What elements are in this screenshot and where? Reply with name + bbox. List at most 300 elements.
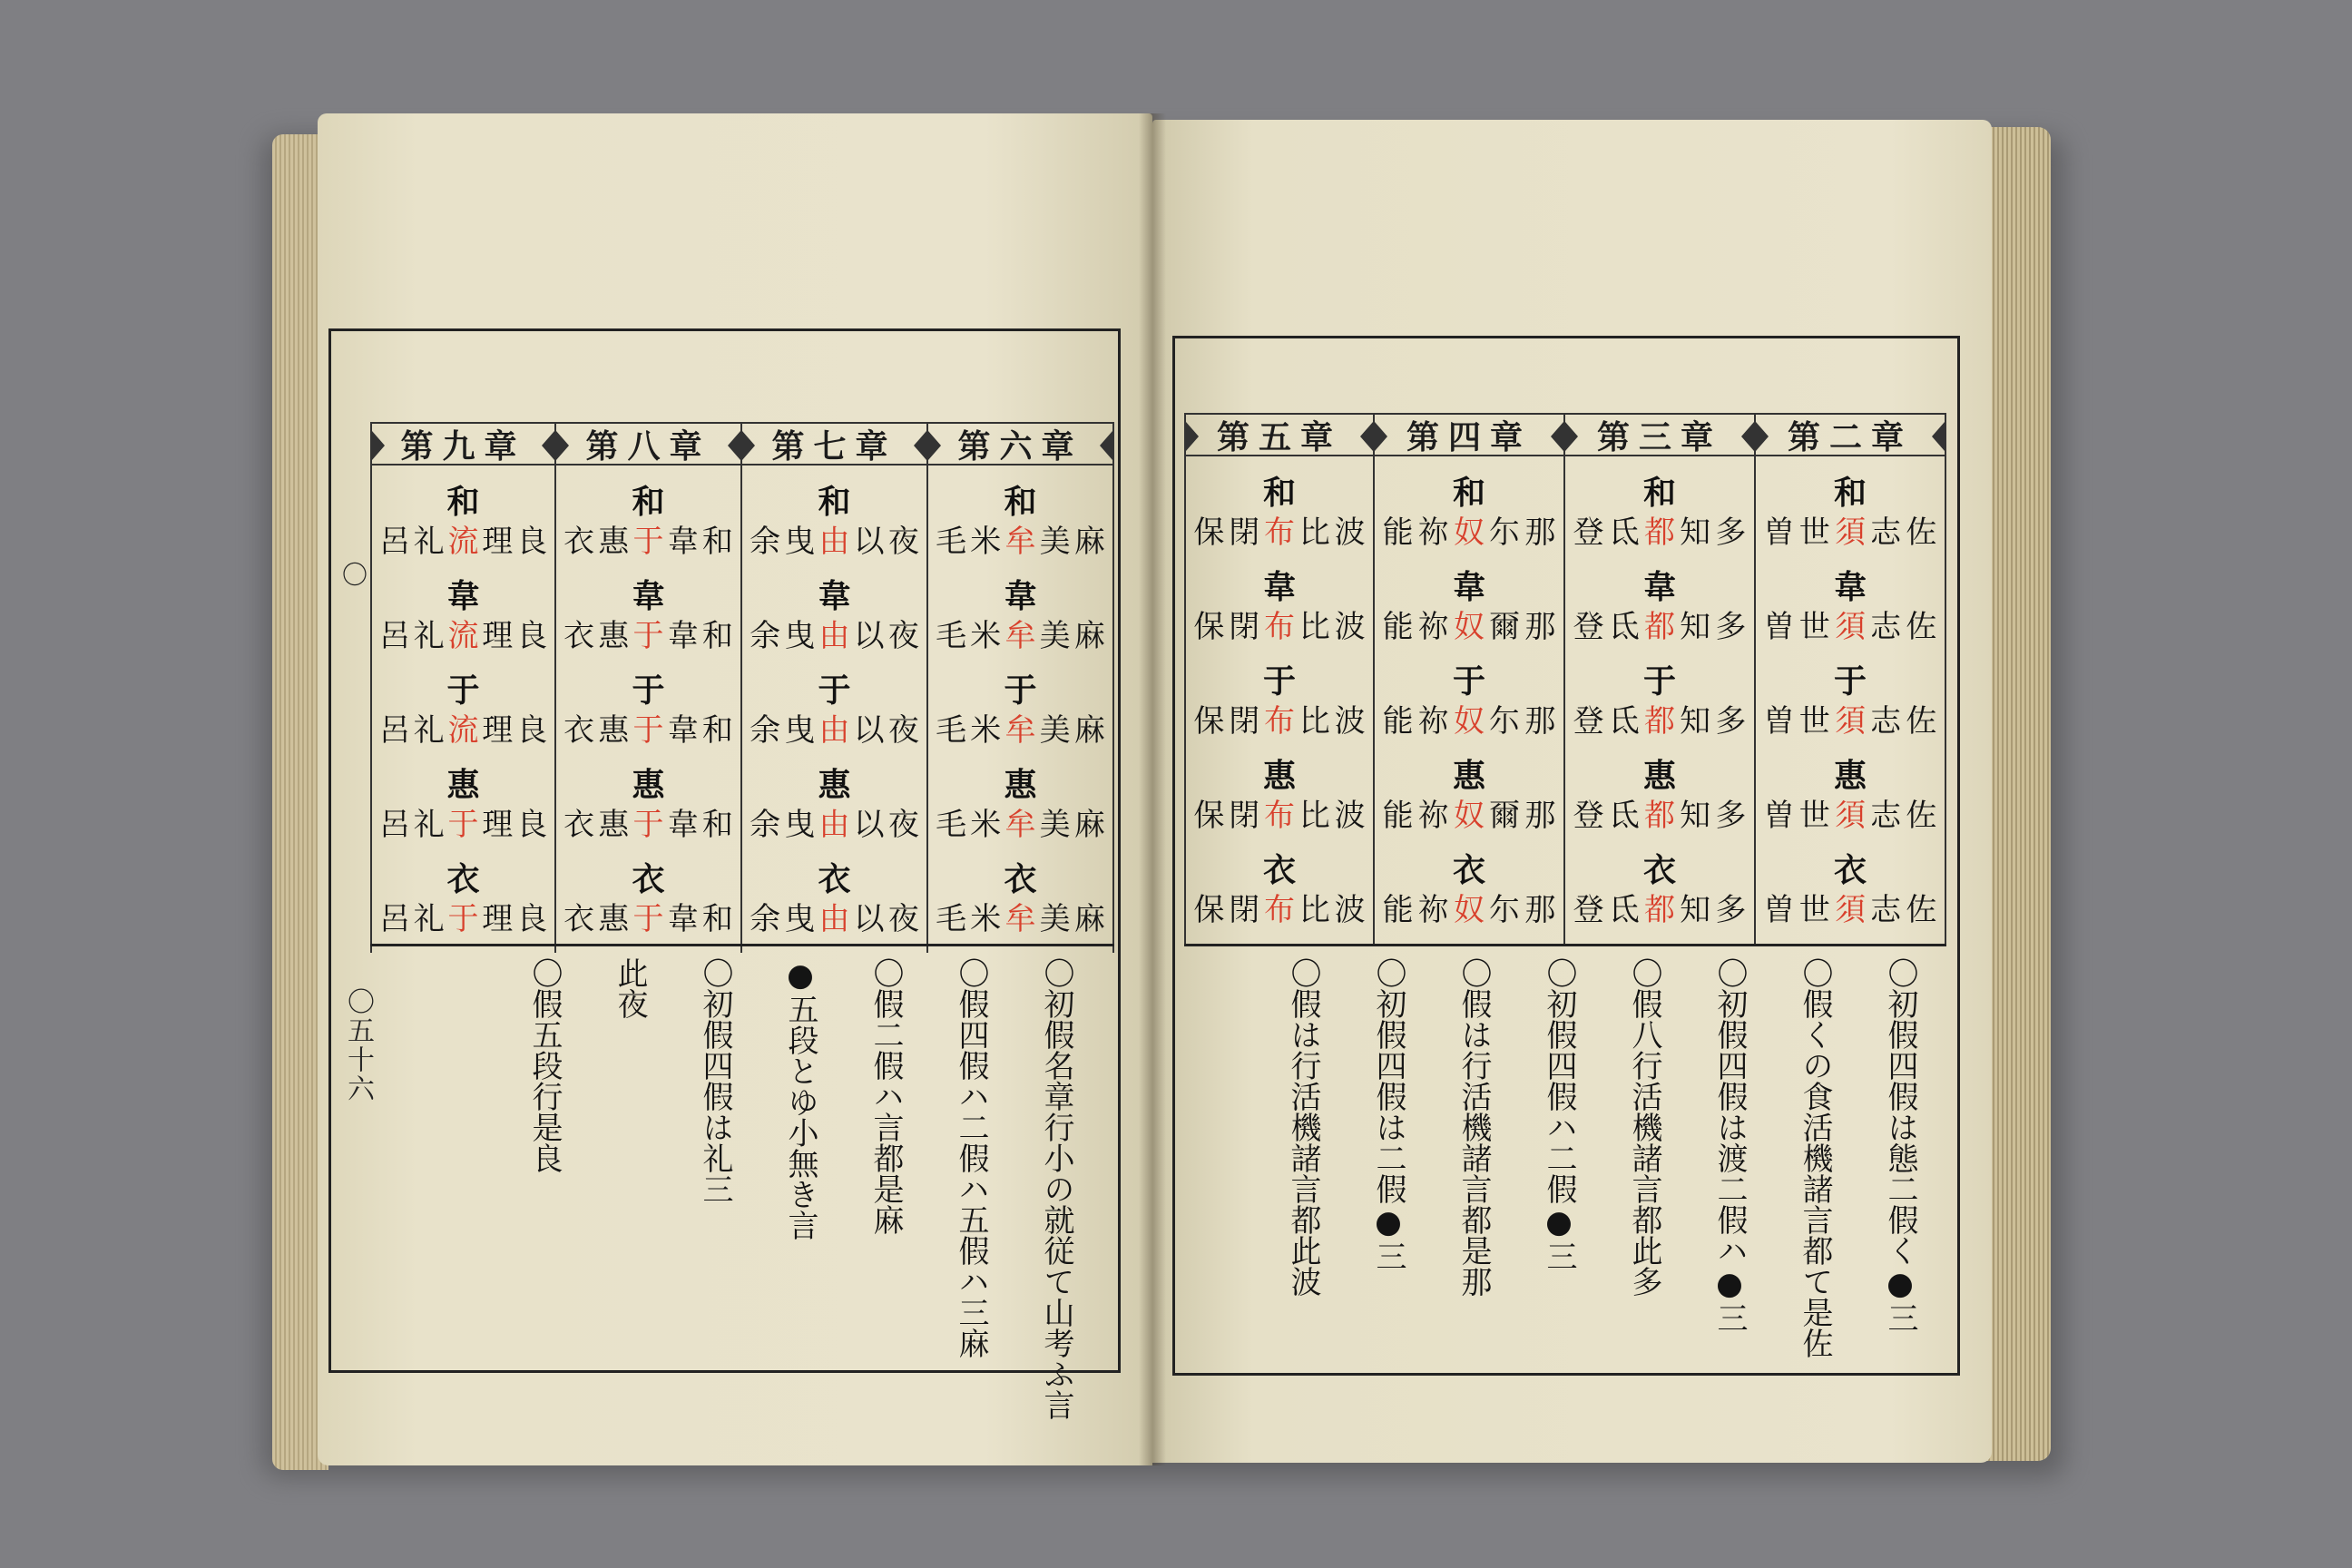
note-text: ● — [1882, 1266, 1918, 1302]
kana-char: 曳 — [784, 618, 816, 654]
stage-label: 衣 — [818, 860, 851, 898]
kana-char: 祢 — [1417, 609, 1449, 645]
note-text: 諸 — [1455, 1142, 1492, 1173]
kana-char: 比 — [1298, 514, 1330, 551]
kana-char: 閉 — [1229, 609, 1260, 645]
kana-row — [748, 799, 921, 844]
kana-row — [934, 799, 1107, 844]
kana-char: 夜 — [887, 901, 919, 937]
note-text: 〇初 — [1882, 957, 1918, 1019]
kana-char: 比 — [1298, 703, 1330, 740]
kana-char: 那 — [1524, 703, 1556, 740]
kana-row — [1761, 602, 1939, 646]
kana-char: 祢 — [1417, 514, 1449, 551]
note-text: 都 — [1797, 1235, 1833, 1266]
kana-char: 知 — [1680, 609, 1711, 645]
kana-row — [1761, 885, 1939, 929]
note-text: 機 — [1626, 1112, 1662, 1142]
kana-char: 能 — [1382, 892, 1414, 928]
kana-char: 麻 — [1073, 524, 1105, 560]
stage-label: 衣 — [1004, 860, 1037, 898]
kana-row — [377, 516, 549, 561]
kana-char: 能 — [1382, 609, 1414, 645]
note-text: ● — [1711, 1266, 1748, 1302]
stage-group — [1761, 845, 1939, 940]
kana-char: 那 — [1524, 514, 1556, 551]
note-text: 〇初 — [1038, 957, 1074, 1019]
note-text: は — [1285, 1019, 1321, 1050]
kana-char: 都 — [1643, 609, 1675, 645]
note-text: 〇初 — [1541, 957, 1577, 1019]
stage-group — [377, 476, 549, 572]
kana-char: 良 — [516, 807, 548, 843]
kana-char: 美 — [1039, 618, 1071, 654]
left-table-bottom-rule — [370, 944, 1114, 946]
stage-label: 衣 — [1642, 851, 1676, 889]
chapter-heading: 第九章 — [372, 422, 554, 466]
note-text: 〇假 — [867, 957, 904, 1019]
kana-char: 世 — [1798, 703, 1830, 740]
note-text: 活 — [1626, 1081, 1662, 1112]
stage-label: 韋 — [1452, 568, 1485, 606]
kana-char: 和 — [701, 524, 733, 560]
kana-char: 那 — [1524, 798, 1556, 834]
stage-label: 衣 — [1833, 851, 1867, 889]
stage-label: 和 — [1833, 474, 1867, 512]
kana-char: 須 — [1834, 798, 1866, 834]
kana-char: 氐 — [1608, 609, 1640, 645]
kana-char: 那 — [1524, 609, 1556, 645]
note-column — [844, 957, 927, 1357]
note-text: 三 — [1711, 1302, 1748, 1333]
kana-char: 毛 — [936, 901, 967, 937]
chapter-heading: 第三章 — [1565, 413, 1754, 456]
kana-char: 志 — [1870, 703, 1902, 740]
kana-row — [934, 705, 1107, 750]
note-text: 假 — [697, 1019, 733, 1050]
kana-row — [748, 894, 921, 938]
kana-char: 余 — [750, 901, 781, 937]
kana-char: 牟 — [1004, 901, 1036, 937]
kana-char: 牟 — [1004, 524, 1036, 560]
kana-char: 曳 — [784, 524, 816, 560]
kana-char: 佐 — [1906, 514, 1937, 551]
stage-label: 惠 — [1452, 757, 1485, 795]
kana-char: 布 — [1263, 798, 1295, 834]
kana-char: 氐 — [1608, 703, 1640, 740]
note-text: 四假 — [697, 1050, 733, 1112]
note-text: 活 — [1285, 1081, 1321, 1112]
kana-char: 理 — [482, 807, 514, 843]
kana-char: 米 — [970, 901, 1002, 937]
kana-row — [748, 705, 921, 750]
stage-group — [1761, 750, 1939, 846]
note-text: 渡 — [1711, 1142, 1748, 1173]
stage-group — [377, 665, 549, 760]
kana-char: 布 — [1263, 514, 1295, 551]
kana-char: 于 — [447, 901, 479, 937]
kana-row — [1571, 790, 1749, 835]
note-text: 言 — [1285, 1173, 1321, 1204]
kana-char: 閉 — [1229, 892, 1260, 928]
note-text: 假ハ — [953, 1142, 989, 1204]
kana-char: 牟 — [1004, 618, 1036, 654]
chapter-column — [928, 422, 1114, 953]
note-text: 三 — [697, 1173, 733, 1204]
note-text: 三 — [1370, 1240, 1406, 1271]
note-text: 行 — [1455, 1050, 1492, 1081]
stage-group — [1380, 562, 1558, 657]
kana-char: 登 — [1573, 892, 1604, 928]
kana-row — [934, 611, 1107, 655]
stage-group — [748, 665, 921, 760]
kana-row — [377, 611, 549, 655]
note-text: 假 — [1882, 1019, 1918, 1050]
page-circle-mark: 〇 — [342, 560, 368, 590]
stage-group — [1191, 467, 1367, 563]
kana-char: 呂 — [378, 524, 410, 560]
note-text: くの — [1797, 1019, 1833, 1081]
kana-char: 韋 — [667, 618, 699, 654]
note-column — [929, 957, 1013, 1357]
stage-label: 韋 — [632, 577, 665, 615]
kana-char: 都 — [1643, 892, 1675, 928]
kana-row — [1571, 602, 1749, 646]
kana-char: 波 — [1334, 609, 1366, 645]
kana-row — [934, 516, 1107, 561]
stage-group — [748, 476, 921, 572]
note-text: 段 — [526, 1050, 563, 1081]
kana-char: 氐 — [1608, 798, 1640, 834]
kana-char: 夜 — [887, 807, 919, 843]
stage-label: 惠 — [446, 766, 480, 804]
kana-char: 須 — [1834, 892, 1866, 928]
stage-label: 和 — [1004, 483, 1037, 521]
kana-char: 流 — [447, 524, 479, 560]
note-text: 機 — [1455, 1112, 1492, 1142]
stage-label: 韋 — [446, 577, 480, 615]
kana-row — [1191, 885, 1367, 929]
stage-label: 韋 — [1642, 568, 1676, 606]
note-column — [1014, 957, 1098, 1420]
kana-char: 理 — [482, 901, 514, 937]
chapter-column — [556, 422, 742, 953]
note-text: 活 — [1797, 1112, 1833, 1142]
note-text: 都 — [1285, 1204, 1321, 1235]
left-chapter-table — [370, 422, 1114, 953]
kana-char: 多 — [1715, 703, 1747, 740]
note-text: 行 — [1285, 1050, 1321, 1081]
kana-char: 登 — [1573, 798, 1604, 834]
kana-char: 多 — [1715, 514, 1747, 551]
kana-char: 比 — [1298, 609, 1330, 645]
chapter-heading: 第八章 — [556, 422, 740, 466]
kana-row — [1191, 696, 1367, 740]
chapter-heading: 第六章 — [928, 422, 1112, 466]
kana-row — [562, 611, 735, 655]
kana-char: 曳 — [784, 807, 816, 843]
kana-char: 登 — [1573, 514, 1604, 551]
kana-char: 呂 — [378, 712, 410, 749]
note-text: 二 — [1541, 1142, 1577, 1173]
note-text: 假 — [1711, 1019, 1748, 1050]
stage-group — [1380, 656, 1558, 751]
kana-char: 須 — [1834, 514, 1866, 551]
kana-char: 呂 — [378, 618, 410, 654]
note-text: ハ — [1541, 1112, 1577, 1142]
kana-char: 知 — [1680, 798, 1711, 834]
note-text: 都 — [867, 1142, 904, 1173]
kana-char: 理 — [482, 618, 514, 654]
kana-char: 比 — [1298, 892, 1330, 928]
note-column — [1858, 957, 1942, 1357]
note-column — [759, 957, 842, 1357]
stage-group — [1380, 467, 1558, 563]
kana-row — [377, 894, 549, 938]
chapter-heading: 第二章 — [1756, 413, 1945, 456]
kana-row — [1761, 507, 1939, 552]
kana-char: 麻 — [1073, 712, 1105, 749]
note-text: 假 — [1541, 1081, 1577, 1112]
left-notes-block — [381, 957, 1098, 1420]
kana-char: 麻 — [1073, 807, 1105, 843]
chapter-heading: 第七章 — [742, 422, 926, 466]
stage-label: 惠 — [1262, 757, 1296, 795]
stage-label: 于 — [818, 671, 851, 710]
note-text: 八 — [1626, 1019, 1662, 1050]
kana-char: 和 — [701, 901, 733, 937]
kana-char: 世 — [1798, 798, 1830, 834]
stage-group — [377, 854, 549, 949]
stage-label: 惠 — [1642, 757, 1676, 795]
kana-char: 曽 — [1763, 798, 1795, 834]
note-text: て山 — [1038, 1266, 1074, 1328]
note-text: 〇假 — [1455, 957, 1492, 1019]
kana-char: 祢 — [1417, 798, 1449, 834]
stage-label: 和 — [446, 483, 480, 521]
kana-char: 韋 — [667, 524, 699, 560]
stage-group — [748, 854, 921, 949]
kana-char: 能 — [1382, 798, 1414, 834]
kana-char: 理 — [482, 524, 514, 560]
stage-group — [1191, 750, 1367, 846]
chapter-column — [1375, 413, 1565, 944]
kana-char: 于 — [632, 712, 664, 749]
kana-char: 韋 — [667, 807, 699, 843]
kana-char: 比 — [1298, 798, 1330, 834]
note-text: 諸 — [1285, 1142, 1321, 1173]
note-column — [1432, 957, 1515, 1357]
note-text: 考ふ — [1038, 1328, 1074, 1389]
note-text: て — [1797, 1266, 1833, 1297]
note-text: 五假 — [953, 1204, 989, 1266]
stage-label: 和 — [1452, 474, 1485, 512]
kana-char: 以 — [853, 524, 885, 560]
kana-char: 須 — [1834, 609, 1866, 645]
note-text: 是良 — [526, 1112, 563, 1173]
note-text: き言 — [782, 1179, 818, 1240]
kana-char: 布 — [1263, 609, 1295, 645]
kana-char: 奴 — [1453, 514, 1485, 551]
kana-row — [377, 799, 549, 844]
note-text: 〇假 — [1626, 957, 1662, 1019]
kana-char: 志 — [1870, 892, 1902, 928]
note-text: 諸 — [1626, 1142, 1662, 1173]
kana-char: 良 — [516, 712, 548, 749]
kana-char: 米 — [970, 807, 1002, 843]
note-text: 就従 — [1038, 1204, 1074, 1266]
stage-group — [562, 854, 735, 949]
kana-char: 登 — [1573, 703, 1604, 740]
stage-label: 于 — [1452, 662, 1485, 701]
kana-char: 保 — [1193, 703, 1225, 740]
chapter-column — [1756, 413, 1946, 944]
note-text: 言 — [867, 1112, 904, 1142]
kana-char: 于 — [632, 524, 664, 560]
note-text: 〇初 — [1711, 957, 1748, 1019]
stage-group — [562, 760, 735, 855]
note-text: は — [697, 1112, 733, 1142]
kana-row — [1380, 602, 1558, 646]
kana-char: 都 — [1643, 703, 1675, 740]
stage-group — [934, 571, 1107, 666]
stage-group — [1571, 467, 1749, 563]
kana-char: 世 — [1798, 609, 1830, 645]
chapter-heading: 第四章 — [1375, 413, 1563, 456]
kana-char: 余 — [750, 712, 781, 749]
note-text: ハ — [1711, 1235, 1748, 1266]
note-text: 食 — [1797, 1081, 1833, 1112]
chapter-column — [1184, 413, 1375, 944]
note-text: 段と — [782, 1024, 818, 1086]
stage-label: 衣 — [632, 860, 665, 898]
kana-char: 波 — [1334, 514, 1366, 551]
kana-char: 良 — [516, 524, 548, 560]
kana-char: 以 — [853, 901, 885, 937]
kana-char: 惠 — [598, 618, 630, 654]
note-column — [1347, 957, 1430, 1357]
note-text: 四 — [1541, 1050, 1577, 1081]
note-text: は — [1455, 1019, 1492, 1050]
note-text: ハ — [867, 1081, 904, 1112]
note-text: 假名 — [1038, 1019, 1074, 1081]
book-gutter — [1139, 113, 1166, 1465]
note-text: ● — [1370, 1204, 1406, 1240]
note-text: 是佐 — [1797, 1297, 1833, 1358]
note-text: 四假 — [1711, 1050, 1748, 1112]
kana-char: 布 — [1263, 703, 1295, 740]
kana-char: 多 — [1715, 609, 1747, 645]
kana-char: 祢 — [1417, 892, 1449, 928]
kana-char: 都 — [1643, 514, 1675, 551]
note-text: 〇假 — [1285, 957, 1321, 1019]
kana-char: 能 — [1382, 514, 1414, 551]
note-text: 行 — [526, 1081, 563, 1112]
note-text: 態 — [1882, 1142, 1918, 1173]
kana-char: 惠 — [598, 712, 630, 749]
kana-row — [1571, 885, 1749, 929]
kana-row — [748, 516, 921, 561]
kana-char: 爾 — [1489, 798, 1521, 834]
note-text: 行 — [1626, 1050, 1662, 1081]
kana-row — [1380, 696, 1558, 740]
stage-label: 韋 — [1004, 577, 1037, 615]
stage-group — [1761, 562, 1939, 657]
kana-char: 閉 — [1229, 514, 1260, 551]
kana-row — [1191, 507, 1367, 552]
kana-row — [1761, 790, 1939, 835]
kana-char: 保 — [1193, 798, 1225, 834]
kana-char: 保 — [1193, 892, 1225, 928]
stage-label: 于 — [1833, 662, 1867, 701]
kana-char: 美 — [1039, 524, 1071, 560]
kana-char: 呂 — [378, 901, 410, 937]
note-text: 礼 — [697, 1142, 733, 1173]
note-text: 言 — [1038, 1389, 1074, 1420]
note-text: 四假 — [953, 1019, 989, 1081]
kana-char: 登 — [1573, 609, 1604, 645]
stage-group — [1380, 750, 1558, 846]
kana-char: 夜 — [887, 524, 919, 560]
stage-group — [1380, 845, 1558, 940]
stage-group — [934, 854, 1107, 949]
note-column — [673, 957, 757, 1357]
stage-label: 惠 — [818, 766, 851, 804]
note-text: 三 — [1882, 1302, 1918, 1333]
note-text: 活 — [1455, 1081, 1492, 1112]
note-text: 此多 — [1626, 1235, 1662, 1297]
right-notes-block — [1189, 957, 1942, 1357]
stage-group — [1191, 845, 1367, 940]
note-text: は — [1882, 1112, 1918, 1142]
right-page-edges — [1985, 127, 2051, 1461]
note-column — [1773, 957, 1857, 1357]
chapter-heading: 第五章 — [1186, 413, 1373, 456]
stage-label: 和 — [818, 483, 851, 521]
kana-char: 志 — [1870, 609, 1902, 645]
kana-row — [934, 894, 1107, 938]
kana-char: 以 — [853, 618, 885, 654]
kana-row — [562, 705, 735, 750]
kana-char: 布 — [1263, 892, 1295, 928]
kana-char: 衣 — [564, 712, 595, 749]
kana-row — [562, 894, 735, 938]
kana-char: 流 — [447, 712, 479, 749]
stage-group — [1571, 750, 1749, 846]
kana-char: 保 — [1193, 609, 1225, 645]
stage-label: 衣 — [446, 860, 480, 898]
kana-char: 志 — [1870, 514, 1902, 551]
kana-char: 惠 — [598, 524, 630, 560]
kana-char: 保 — [1193, 514, 1225, 551]
kana-char: 閉 — [1229, 798, 1260, 834]
note-text: 〇假 — [1797, 957, 1833, 1019]
note-column — [1688, 957, 1771, 1357]
stage-group — [1761, 656, 1939, 751]
kana-char: 奴 — [1453, 798, 1485, 834]
kana-char: 于 — [632, 618, 664, 654]
note-text: 章行 — [1038, 1081, 1074, 1142]
kana-char: 流 — [447, 618, 479, 654]
note-text: 〇假 — [526, 957, 563, 1019]
note-text: は — [1370, 1112, 1406, 1142]
stage-label: 韋 — [818, 577, 851, 615]
note-text: 〇假 — [953, 957, 989, 1019]
note-text: ●五 — [782, 957, 818, 1024]
kana-row — [1571, 507, 1749, 552]
stage-group — [562, 571, 735, 666]
kana-char: 和 — [701, 807, 733, 843]
